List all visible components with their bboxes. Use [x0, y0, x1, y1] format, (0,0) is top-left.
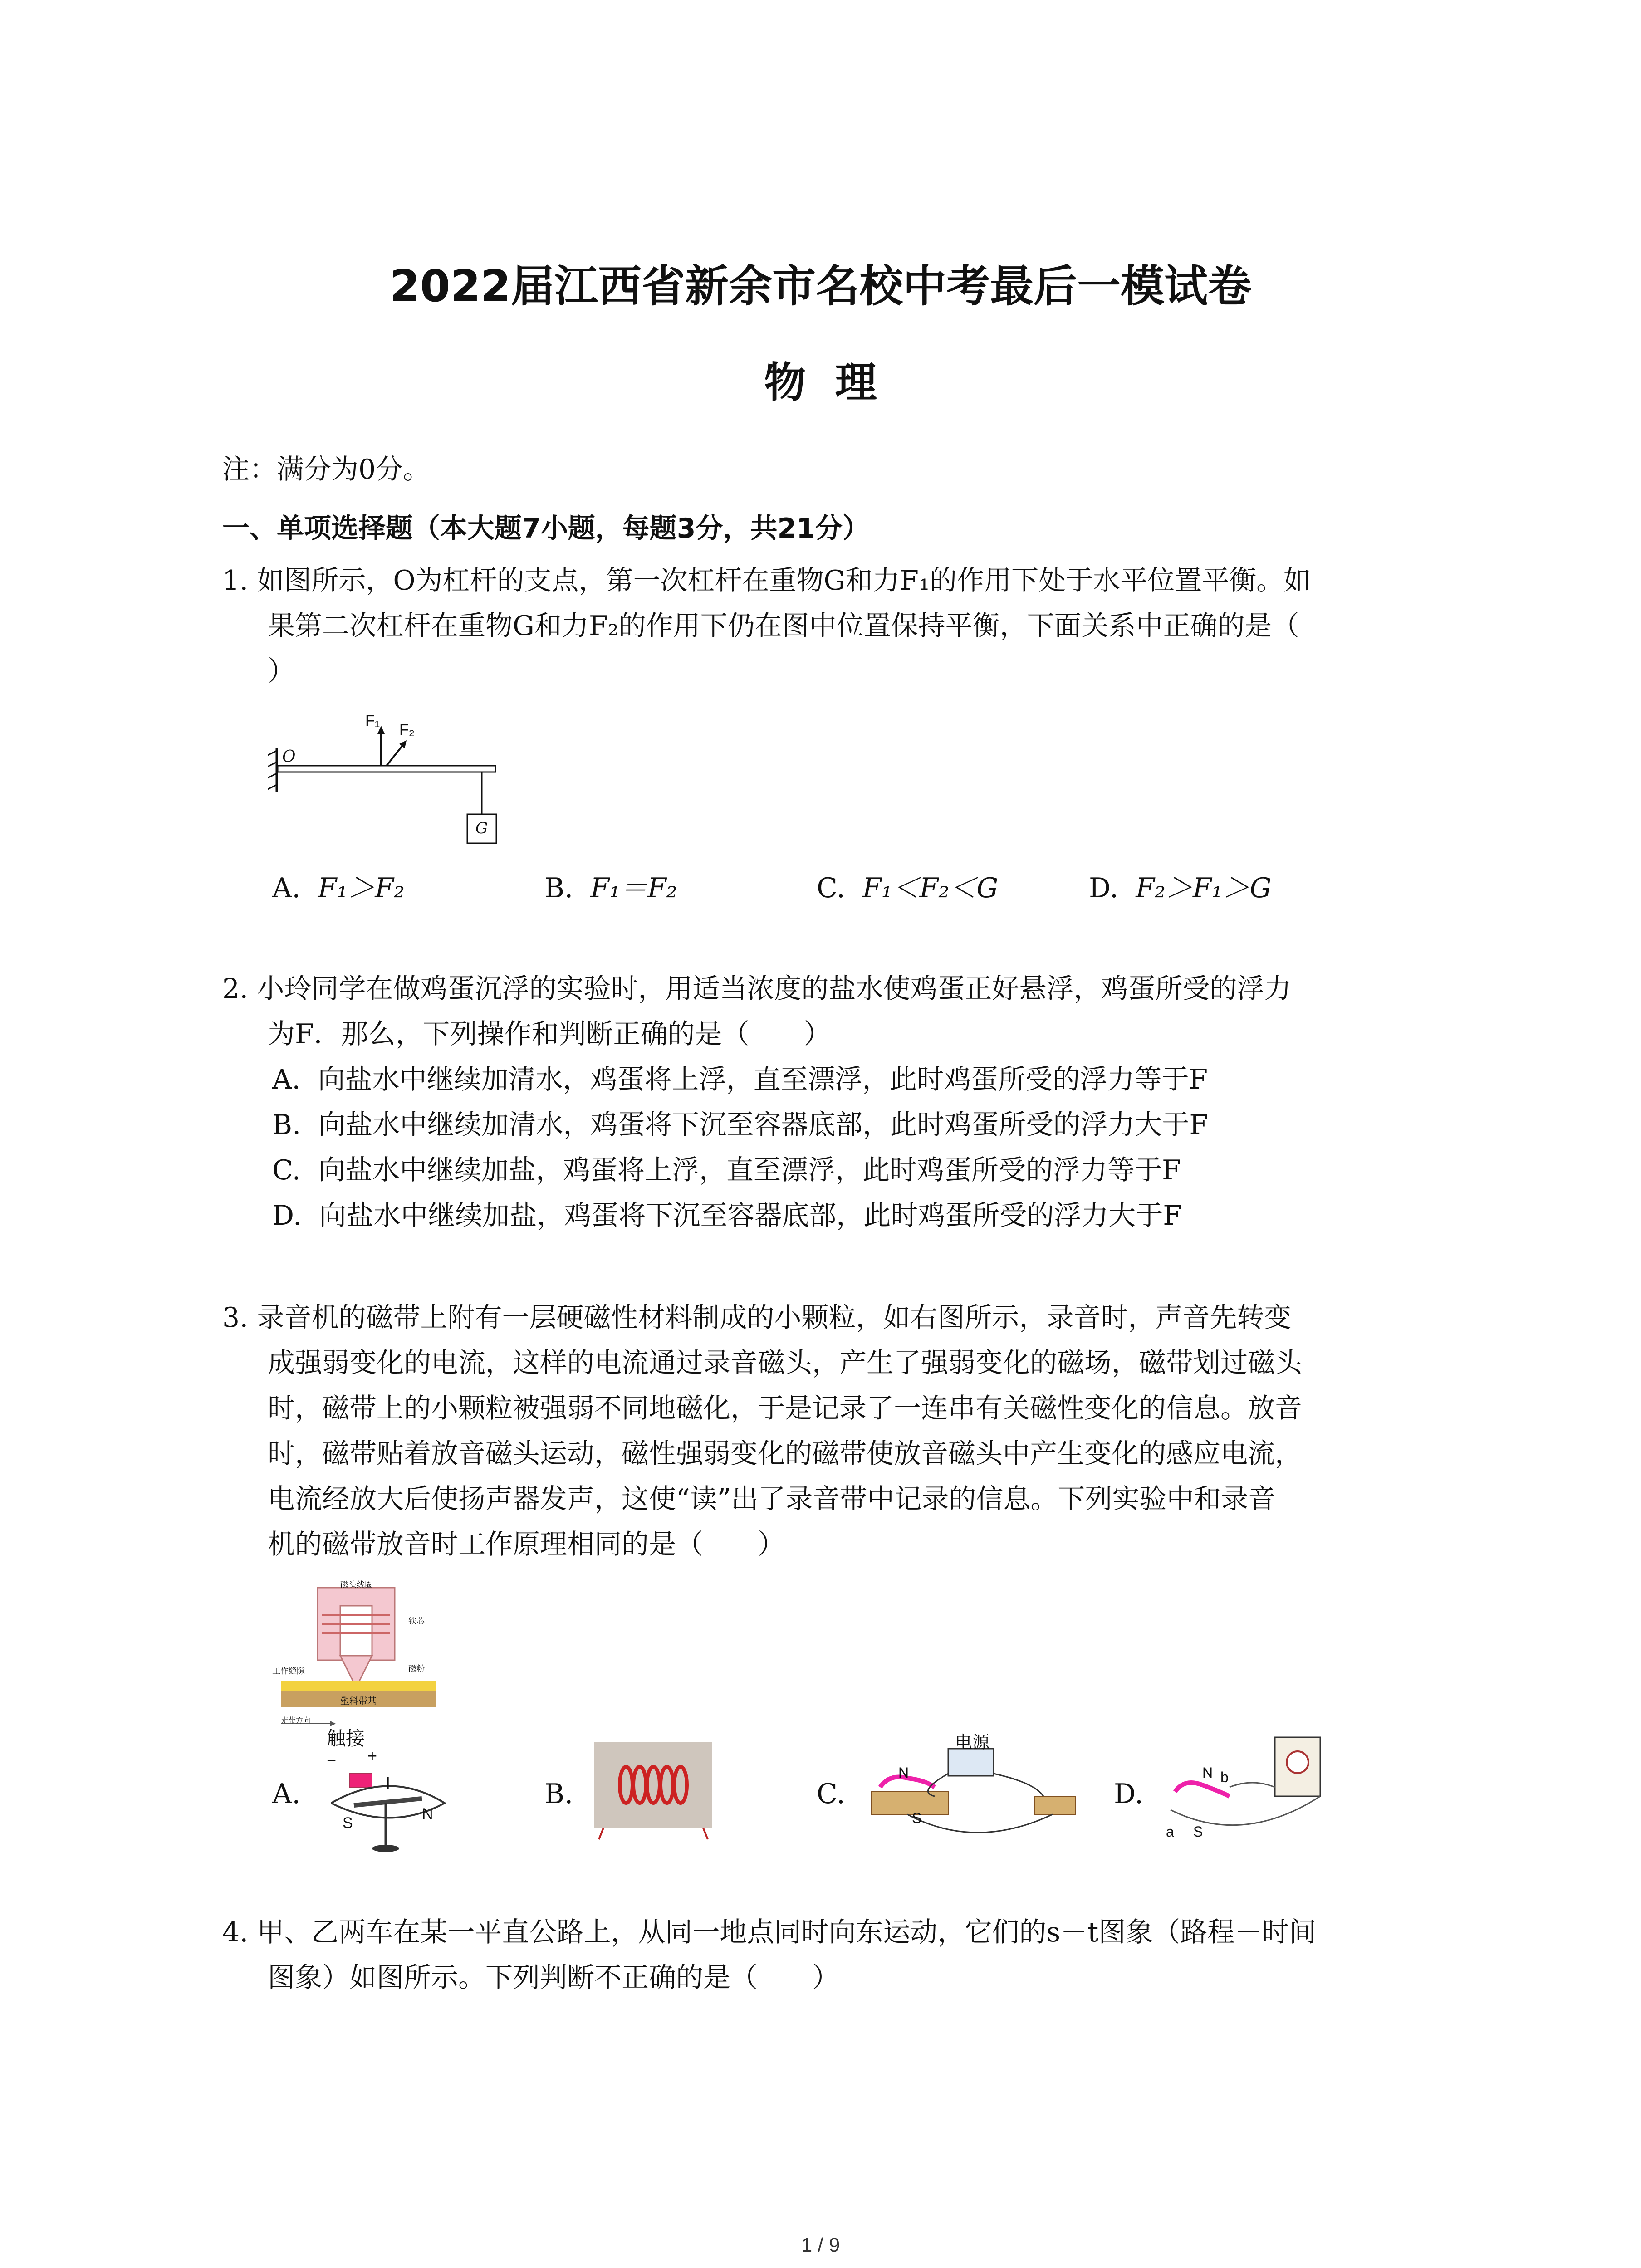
option-label: B. [272, 1109, 301, 1141]
option-label: C. [272, 1154, 301, 1186]
q3-option-a-figure [318, 1724, 467, 1860]
option-label: A. [272, 872, 301, 904]
lever-figure [268, 712, 522, 862]
q1-option-a[interactable] [272, 866, 405, 905]
subject-title: 物 理 [764, 358, 877, 407]
q3-line-6: 机的磁带放音时工作原理相同的是（ ） [268, 1529, 785, 1560]
section-heading: 一、单项选择题（本大题7小题，每题3分，共21分） [222, 513, 870, 544]
page-number: 1 / 9 [801, 2234, 840, 2256]
terminal-b-label: b [1220, 1769, 1229, 1785]
option-text: 向盐水中继续加盐，鸡蛋将下沉至容器底部，此时鸡蛋所受的浮力大于F [319, 1200, 1182, 1232]
q3-line-2: 成强弱变化的电流，这样的电流通过录音磁头，产生了强弱变化的磁场，磁带划过磁头 [268, 1347, 1302, 1379]
core-label: 铁芯 [408, 1617, 425, 1626]
q2-line-2: 为F．那么，下列操作和判断正确的是（ ） [268, 1018, 831, 1050]
north-label: N [422, 1805, 433, 1823]
option-text: 向盐水中继续加清水，鸡蛋将上浮，直至漂浮，此时鸡蛋所受的浮力等于F [318, 1064, 1208, 1095]
q1-line-2: 果第二次杠杆在重物G和力F₂的作用下仍在图中位置保持平衡，下面关系中正确的是（ [268, 610, 1299, 642]
q2-option-a[interactable] [272, 1057, 1208, 1102]
q3-option-d-label[interactable]: D. [1114, 1778, 1144, 1810]
q2-line-1: 2. 小玲同学在做鸡蛋沉浮的实验时，用适当浓度的盐水使鸡蛋正好悬浮，鸡蛋所受的浮力 [222, 973, 1292, 1005]
q3-option-c-label[interactable]: C. [817, 1778, 845, 1810]
q3-line-1: 3. 录音机的磁带上附有一层硬磁性材料制成的小颗粒，如右图所示，录音时，声音先转变 [222, 1302, 1292, 1334]
north-label: N [898, 1765, 909, 1781]
south-label: S [343, 1814, 353, 1832]
q1-option-c[interactable] [817, 866, 998, 905]
q1-option-d[interactable] [1089, 866, 1272, 905]
f1-label: F₁ [365, 712, 380, 729]
q2-option-b[interactable] [272, 1102, 1208, 1148]
q4-line-2: 图象）如图所示。下列判断不正确的是（ ） [268, 1962, 839, 1994]
plus-label: + [367, 1746, 377, 1765]
option-text: F₁＞F₂ [318, 872, 405, 904]
minus-label: − [327, 1751, 337, 1769]
pivot-label: O [282, 748, 296, 766]
q3-option-a-label[interactable]: A. [272, 1778, 301, 1810]
current-label: I [386, 1774, 391, 1792]
south-label: S [1193, 1823, 1203, 1840]
terminal-a-label: a [1166, 1823, 1174, 1840]
q2-option-d[interactable] [272, 1193, 1182, 1238]
q1-option-b[interactable] [544, 866, 677, 905]
option-text: 向盐水中继续加清水，鸡蛋将下沉至容器底部，此时鸡蛋所受的浮力大于F [318, 1109, 1208, 1141]
q1-line-1: 1. 如图所示，O为杠杆的支点，第一次杠杆在重物G和力F₁的作用下处于水平位置平衡。如 [222, 565, 1311, 596]
q3-line-4: 时，磁带贴着放音磁头运动，磁性强弱变化的磁带使放音磁头中产生变化的感应电流， [268, 1438, 1302, 1470]
q4-line-1: 4. 甲、乙两车在某一平直公路上，从同一地点同时向东运动，它们的s－t图象（路程－时间 [222, 1916, 1317, 1948]
score-note: 注：满分为0分。 [222, 454, 431, 485]
coil-label: 磁头线圈 [340, 1580, 373, 1589]
option-label: A. [272, 1064, 301, 1095]
tape-base-label: 塑料带基 [340, 1696, 377, 1706]
option-label: B. [544, 872, 573, 904]
option-label: C. [817, 872, 845, 904]
option-text: F₁＝F₂ [590, 872, 677, 904]
q3-option-b-figure [594, 1742, 712, 1842]
contact-label: 触接 [327, 1728, 365, 1749]
magnetic-powder-label: 磁粉 [408, 1664, 425, 1673]
q3-line-3: 时，磁带上的小颗粒被强弱不同地磁化，于是记录了一连串有关磁性变化的信息。放音 [268, 1393, 1302, 1424]
gap-label: 工作缝隙 [272, 1667, 305, 1676]
tape-head-figure [272, 1579, 445, 1733]
exam-title: 2022届江西省新余市名校中考最后一模试卷 [389, 261, 1252, 312]
option-text: F₂＞F₁＞G [1136, 872, 1272, 904]
q1-line-3: ） [268, 655, 295, 687]
direction-label: 走带方向 [281, 1717, 311, 1725]
weight-label: G [475, 819, 488, 837]
option-text: F₁＜F₂＜G [862, 872, 999, 904]
option-label: D. [272, 1200, 302, 1232]
north-label: N [1202, 1765, 1213, 1781]
q3-option-b-label[interactable]: B. [544, 1778, 573, 1810]
f2-label: F₂ [399, 721, 415, 738]
q3-option-c-figure [862, 1728, 1098, 1855]
q2-option-c[interactable] [272, 1148, 1181, 1193]
south-label: S [912, 1810, 922, 1826]
power-label: 电源 [955, 1733, 990, 1752]
option-label: D. [1089, 872, 1119, 904]
q3-line-5: 电流经放大后使扬声器发声，这使“读”出了录音带中记录的信息。下列实验中和录音 [268, 1483, 1276, 1515]
q3-option-d-figure [1161, 1728, 1329, 1855]
option-text: 向盐水中继续加盐，鸡蛋将上浮，直至漂浮，此时鸡蛋所受的浮力等于F [318, 1154, 1181, 1186]
